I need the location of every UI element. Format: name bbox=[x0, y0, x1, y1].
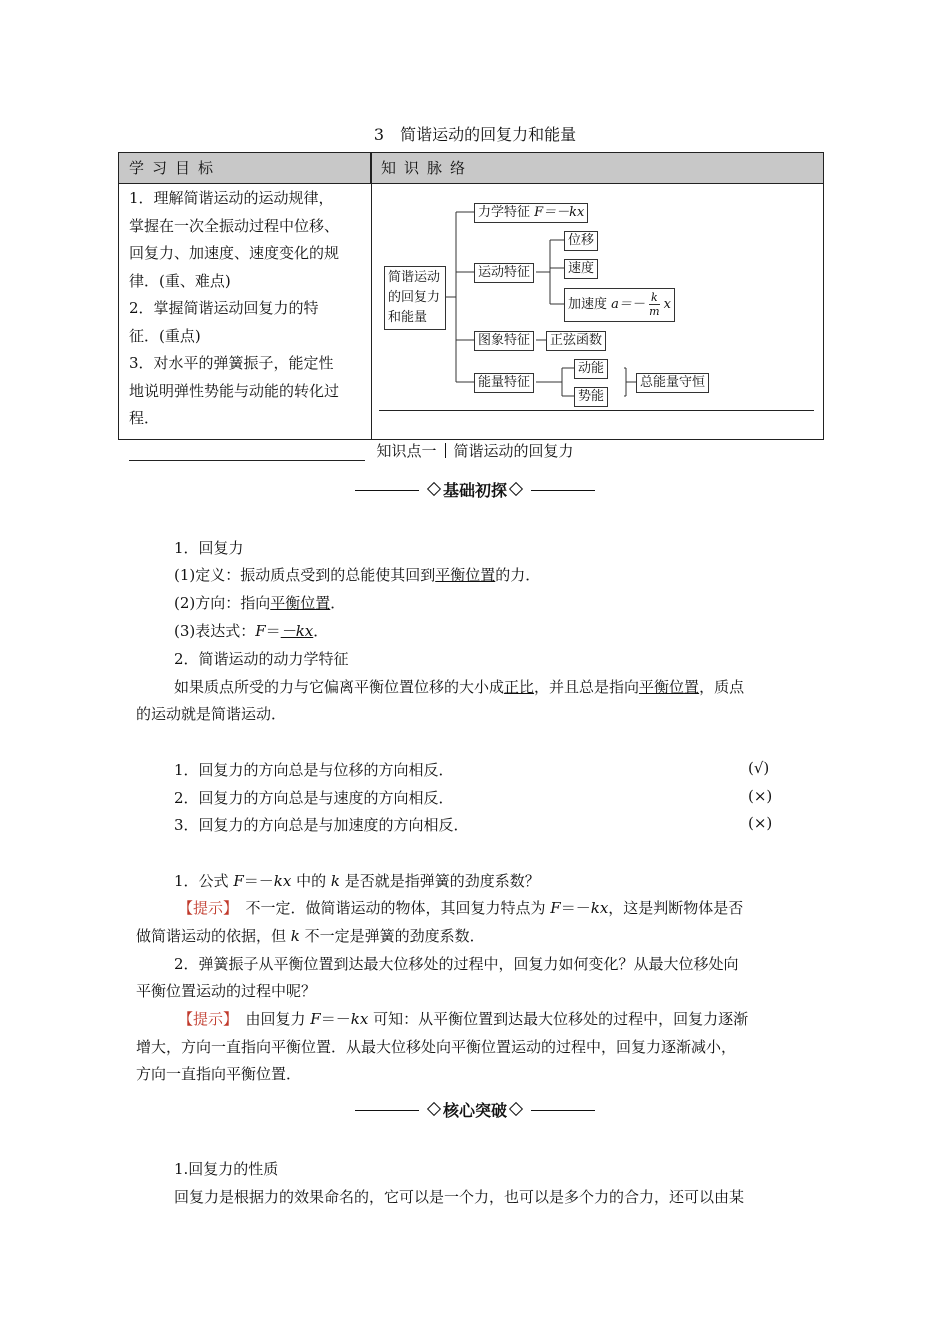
accel-fraction: $\frac{k}{m}$ bbox=[649, 291, 660, 318]
map-sine-box: 正弦函数 bbox=[546, 331, 606, 351]
map-potential-box: 势能 bbox=[574, 387, 608, 407]
goal-line: 2．掌握简谐运动回复力的特 bbox=[129, 299, 319, 317]
goal-line: 1．理解简谐运动的运动规律， bbox=[129, 189, 334, 207]
header-learning-goals: 学习目标 bbox=[119, 153, 371, 184]
hint-2-cont: 方向一直指向平衡位置． bbox=[136, 1065, 302, 1083]
question-2: 2．弹簧振子从平衡位置到达最大位移处的过程中，回复力如何变化？从最大位移处向 bbox=[174, 955, 739, 973]
text-line: 2．简谐运动的动力学特征 bbox=[174, 650, 349, 668]
learning-goals-list bbox=[129, 185, 365, 433]
text-line: 如果质点所受的力与它偏离平衡位置位移的大小成正比，并且总是指向平衡位置，质点 bbox=[174, 678, 745, 696]
map-kinetic-box: 动能 bbox=[574, 359, 608, 379]
text-line: (3)表达式：F＝－kx． bbox=[174, 622, 329, 640]
judgement-item: 3．回复力的方向总是与加速度的方向相反． bbox=[174, 816, 469, 834]
page-title: 3 简谐运动的回复力和能量 bbox=[373, 125, 577, 144]
hint-label: 【提示】 bbox=[178, 1010, 231, 1028]
hint-1: 【提示】 不一定．做简谐运动的物体，其回复力特点为 F＝－kx，这是判断物体是否 bbox=[178, 899, 744, 917]
hint-1-cont: 做简谐运动的依据，但 k 不一定是弹簧的劲度系数． bbox=[136, 927, 485, 945]
goal-line: 律．(重、难点) bbox=[129, 271, 231, 290]
section-basic-exploration: 基础初探 bbox=[0, 478, 950, 501]
text-line: (1)定义：振动质点受到的总能使其回到平衡位置的力． bbox=[174, 566, 541, 584]
map-energy-box: 能量特征 bbox=[474, 373, 534, 393]
goal-line: 征．(重点) bbox=[129, 326, 201, 345]
question-2-cont: 平衡位置运动的过程中呢？ bbox=[136, 982, 317, 1000]
hint-2: 【提示】 由回复力 F＝－kx 可知：从平衡位置到达最大位移处的过程中，回复力逐渐 bbox=[178, 1010, 749, 1028]
map-total-energy-box: 总能量守恒 bbox=[636, 373, 709, 393]
knowledge-point-heading: 知识点一 简谐运动的回复力 bbox=[376, 442, 574, 460]
hint-label: 【提示】 bbox=[178, 899, 231, 917]
map-mechanics-box: 力学特征 F＝－kx bbox=[474, 203, 588, 223]
goal-line: 程． bbox=[129, 409, 160, 427]
judgement-mark: (×) bbox=[748, 814, 773, 832]
hint-2-cont: 增大，方向一直指向平衡位置．从最大位移处向平衡位置运动的过程中，回复力逐渐减小， bbox=[136, 1038, 737, 1056]
map-root-box: 简谐运动 的回复力 和能量 bbox=[384, 266, 446, 330]
text-line: (2)方向：指向平衡位置． bbox=[174, 594, 346, 612]
judgement-item: 2．回复力的方向总是与速度的方向相反． bbox=[174, 789, 454, 807]
judgement-mark: (√) bbox=[748, 759, 770, 777]
goal-line: 回复力、加速度、速度变化的规 bbox=[129, 244, 340, 262]
goal-line: 地说明弹性势能与动能的转化过 bbox=[129, 381, 340, 400]
map-acceleration-box: 加速度 a＝－ $\frac{k}{m}$ x bbox=[564, 288, 675, 322]
goal-line: 3．对水平的弹簧振子，能定性 bbox=[129, 354, 334, 372]
goal-line: 掌握在一次全振动过程中位移、 bbox=[129, 216, 340, 235]
map-motion-box: 运动特征 bbox=[474, 263, 534, 283]
judgement-item: 1．回复力的方向总是与位移的方向相反． bbox=[174, 761, 454, 779]
text-line: 的运动就是简谐运动． bbox=[136, 705, 287, 723]
map-displacement-box: 位移 bbox=[564, 231, 598, 251]
header-knowledge-map: 知识脉络 bbox=[371, 153, 823, 184]
text-line: 1．回复力 bbox=[174, 539, 244, 557]
judgement-mark: (×) bbox=[748, 787, 773, 805]
section-core-breakthrough: 核心突破 bbox=[0, 1098, 950, 1121]
text-line: 回复力是根据力的效果命名的，它可以是一个力，也可以是多个力的合力，还可以由某 bbox=[174, 1188, 745, 1206]
question-1: 1．公式 F＝－kx 中的 k 是否就是指弹簧的劲度系数？ bbox=[174, 872, 540, 890]
text-line: 1.回复力的性质 bbox=[174, 1160, 279, 1178]
map-velocity-box: 速度 bbox=[564, 259, 598, 279]
map-graph-box: 图象特征 bbox=[474, 331, 534, 351]
